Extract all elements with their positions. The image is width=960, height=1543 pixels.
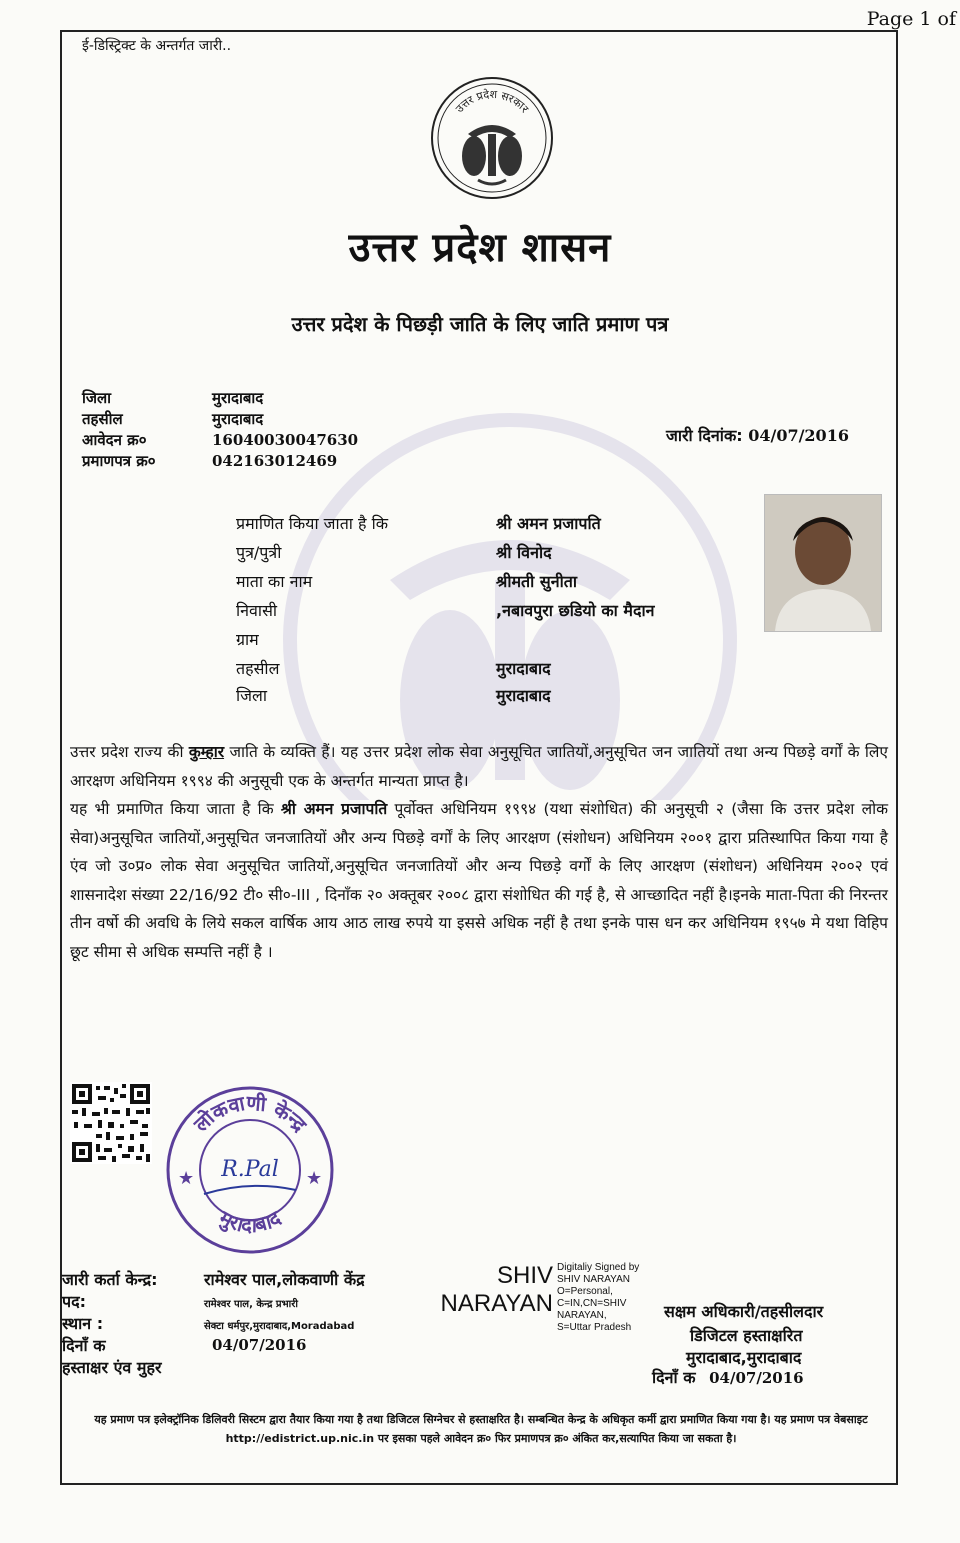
body-text-segment: उत्तर प्रदेश राज्य की — [70, 743, 189, 761]
issuer-date-label: दिनाँ क — [62, 1336, 106, 1355]
detail-label-tehsil: तहसील — [236, 659, 280, 678]
digital-signer-name — [413, 1262, 553, 1318]
body-paragraph-2 — [70, 795, 888, 966]
authority-date-label: दिनाँ क — [652, 1368, 696, 1387]
applicant-details — [0, 512, 760, 712]
detail-value-mother: श्रीमती सुनीता — [496, 572, 577, 591]
application-label: आवेदन क्र० — [82, 431, 147, 449]
digital-signature-line: Digitaliy Signed by — [557, 1262, 640, 1273]
digital-signer-line2: NARAYAN — [440, 1290, 553, 1317]
svg-text:मुरादाबाद — [214, 1205, 286, 1237]
issuer-post-label: पद: — [62, 1292, 86, 1311]
district-label: जिला — [82, 389, 112, 407]
issuer-sign-label: हस्ताक्षर एंव मुहर — [62, 1358, 162, 1377]
detail-label-mother: माता का नाम — [236, 572, 313, 591]
issue-date-label: जारी दिनांक: — [666, 426, 743, 445]
issue-date — [666, 424, 849, 446]
digital-signature-line: O=Personal, — [557, 1286, 613, 1297]
tehsil-value: मुरादाबाद — [212, 410, 264, 428]
authority-signed: डिजिटल हस्ताक्षरित — [690, 1326, 803, 1345]
authority-title: सक्षम अधिकारी/तहसीलदार — [664, 1302, 824, 1321]
digital-signature-line: C=IN,CN=SHIV — [557, 1298, 627, 1309]
detail-value-resident: ,नबावपुरा छडियो का मैदान — [496, 601, 655, 620]
issuer-place-label: स्थान : — [62, 1314, 104, 1333]
digital-signer-line1: SHIV — [496, 1262, 553, 1289]
stamp-bottom-text: मुरादाबाद — [215, 1205, 285, 1238]
person-photo-icon — [765, 495, 881, 631]
stamp-top-text: लोकवाणी केन्द्र — [189, 1090, 312, 1137]
official-stamp — [164, 1084, 336, 1256]
authority-location: मुरादाबाद,मुरादाबाद — [686, 1348, 802, 1367]
detail-value-district: मुरादाबाद — [496, 686, 551, 705]
handwritten-signature: R.Pal — [221, 1157, 279, 1182]
authority-date-value: 04/07/2016 — [709, 1369, 804, 1387]
certified-person-name: श्री अमन प्रजापति — [280, 800, 388, 818]
issuer-date-value: 04/07/2016 — [212, 1336, 307, 1354]
detail-value-tehsil: मुरादाबाद — [496, 659, 551, 678]
detail-label-son-daughter: पुत्र/पुत्री — [236, 543, 282, 562]
issuer-center-label: जारी कर्ता केन्द्र: — [62, 1270, 158, 1289]
district-value: मुरादाबाद — [212, 389, 264, 407]
body-text-segment: पूर्वोक्त अधिनियम १९९४ (यथा संशोधित) की अनुसूची २ (जैसा कि उत्तर प्रदेश लोक सेवा)अनुसूचित जातियों,अनुसूचित जनजातियों और अन्य पिछड़े वर्गों के लिए आरक्षण (संशोधन) अधिनियम २००१ द्वारा प्रतिस्थापित किया गया है एंव जो उ०प्र० लोक सेवा अनुसूचित जातियों,अनुसूचित जनजातियों और अन्य पिछड़े वर्गों के लिए आरक्षण (संशोधन) अधिनियम २००२ एवं शासनादेश संख्या 22/16/92 टी० सी०-III , दिनाँक २० अक्तूबर २००८ द्वारा संशोधित की गई है, से आच्छादित नहीं है।इनके माता-पिता की निरन्तर तीन वर्षो की अवधि के लिये सकल वार्षिक आय आठ लाख रुपये या इससे अधिक नहीं है तथा इनके पास धन कर अधिनियम १९५७ मे यथा विहिप छूट सीमा से अधिक सम्पत्ति नहीं है । — [70, 800, 889, 961]
issue-date-value: 04/07/2016 — [748, 426, 849, 445]
stamp-star-icon: ★ — [306, 1168, 323, 1189]
district-note: ई-डिस्ट्रिक्ट के अन्तर्गत जारी.. — [82, 38, 232, 54]
stamp-star-icon: ★ — [178, 1168, 195, 1189]
detail-label-resident: निवासी — [236, 601, 278, 620]
state-emblem-icon — [430, 76, 554, 200]
digital-signature-details — [557, 1262, 639, 1334]
tehsil-label: तहसील — [82, 410, 123, 428]
detail-label-village: ग्राम — [236, 630, 259, 649]
digital-signature-line: SHIV NARAYAN — [557, 1274, 630, 1285]
issuer-post-value: रामेश्वर पाल, केन्द्र प्रभारी — [204, 1299, 298, 1310]
body-text-segment: यह भी प्रमाणित किया जाता है कि — [70, 800, 281, 818]
digital-signature-line: NARAYAN, — [557, 1310, 607, 1321]
application-number: 16040030047630 — [212, 431, 359, 449]
emblem-text: उत्तर प्रदेश सरकार — [452, 87, 532, 116]
government-title: उत्तर प्रदेश शासन — [348, 225, 612, 271]
caste-name: कुम्हार — [188, 743, 225, 761]
detail-value-name: श्री अमन प्रजापति — [496, 514, 601, 533]
certificate-body — [70, 738, 888, 966]
detail-label-district: जिला — [236, 686, 268, 705]
certificate-title: उत्तर प्रदेश के पिछड़ी जाति के लिए जाति प्रमाण पत्र — [291, 312, 669, 336]
qr-code-icon — [70, 1082, 152, 1164]
page-number: Page 1 of — [866, 8, 956, 30]
issuer-center-value: रामेश्वर पाल,लोकवाणी केंद्र — [204, 1270, 365, 1289]
digital-signature-line: S=Uttar Pradesh — [557, 1322, 632, 1333]
authority-date — [652, 1366, 804, 1388]
certificate-number-label: प्रमाणपत्र क्र० — [82, 452, 156, 470]
applicant-photo — [764, 494, 882, 632]
issuer-place-value: सेक्टा धर्मपुर,मुरादाबाद,Moradabad — [204, 1321, 355, 1332]
body-paragraph-1 — [70, 738, 888, 795]
detail-value-father: श्री विनोद — [496, 543, 552, 562]
body-text-segment: जाति के व्यक्ति हैं। यह उत्तर प्रदेश लोक सेवा अनुसूचित जातियों,अनुसूचित जन जातियों तथा अन्य पिछड़े वर्गों के लिए आरक्षण अधिनियम १९९४ की अनुसूची एक के अन्तर्गत मान्यता प्राप्त है। — [70, 743, 888, 790]
footer-note: यह प्रमाण पत्र इलेक्ट्रॉनिक डिलिवरी सिस्टम द्वारा तैयार किया गया है तथा डिजिटल सिग्नेचर से हस्ताक्षरित है। सम्बन्धित केन्द्र के अधिकृत कर्मी द्वारा प्रमाणित किया गया है। यह प्रमाण पत्र वेबसाइट http://edistrict.up.nic.in पर इसका पहले आवेदन क्र० फिर प्रमाणपत्र क्र० अंकित कर,सत्यापित किया जा सकता है। — [94, 1413, 868, 1445]
certificate-number: 042163012469 — [212, 452, 338, 470]
svg-text:लोकवाणी केन्द्र — [188, 1090, 312, 1137]
detail-label-certified: प्रमाणित किया जाता है कि — [236, 514, 389, 533]
